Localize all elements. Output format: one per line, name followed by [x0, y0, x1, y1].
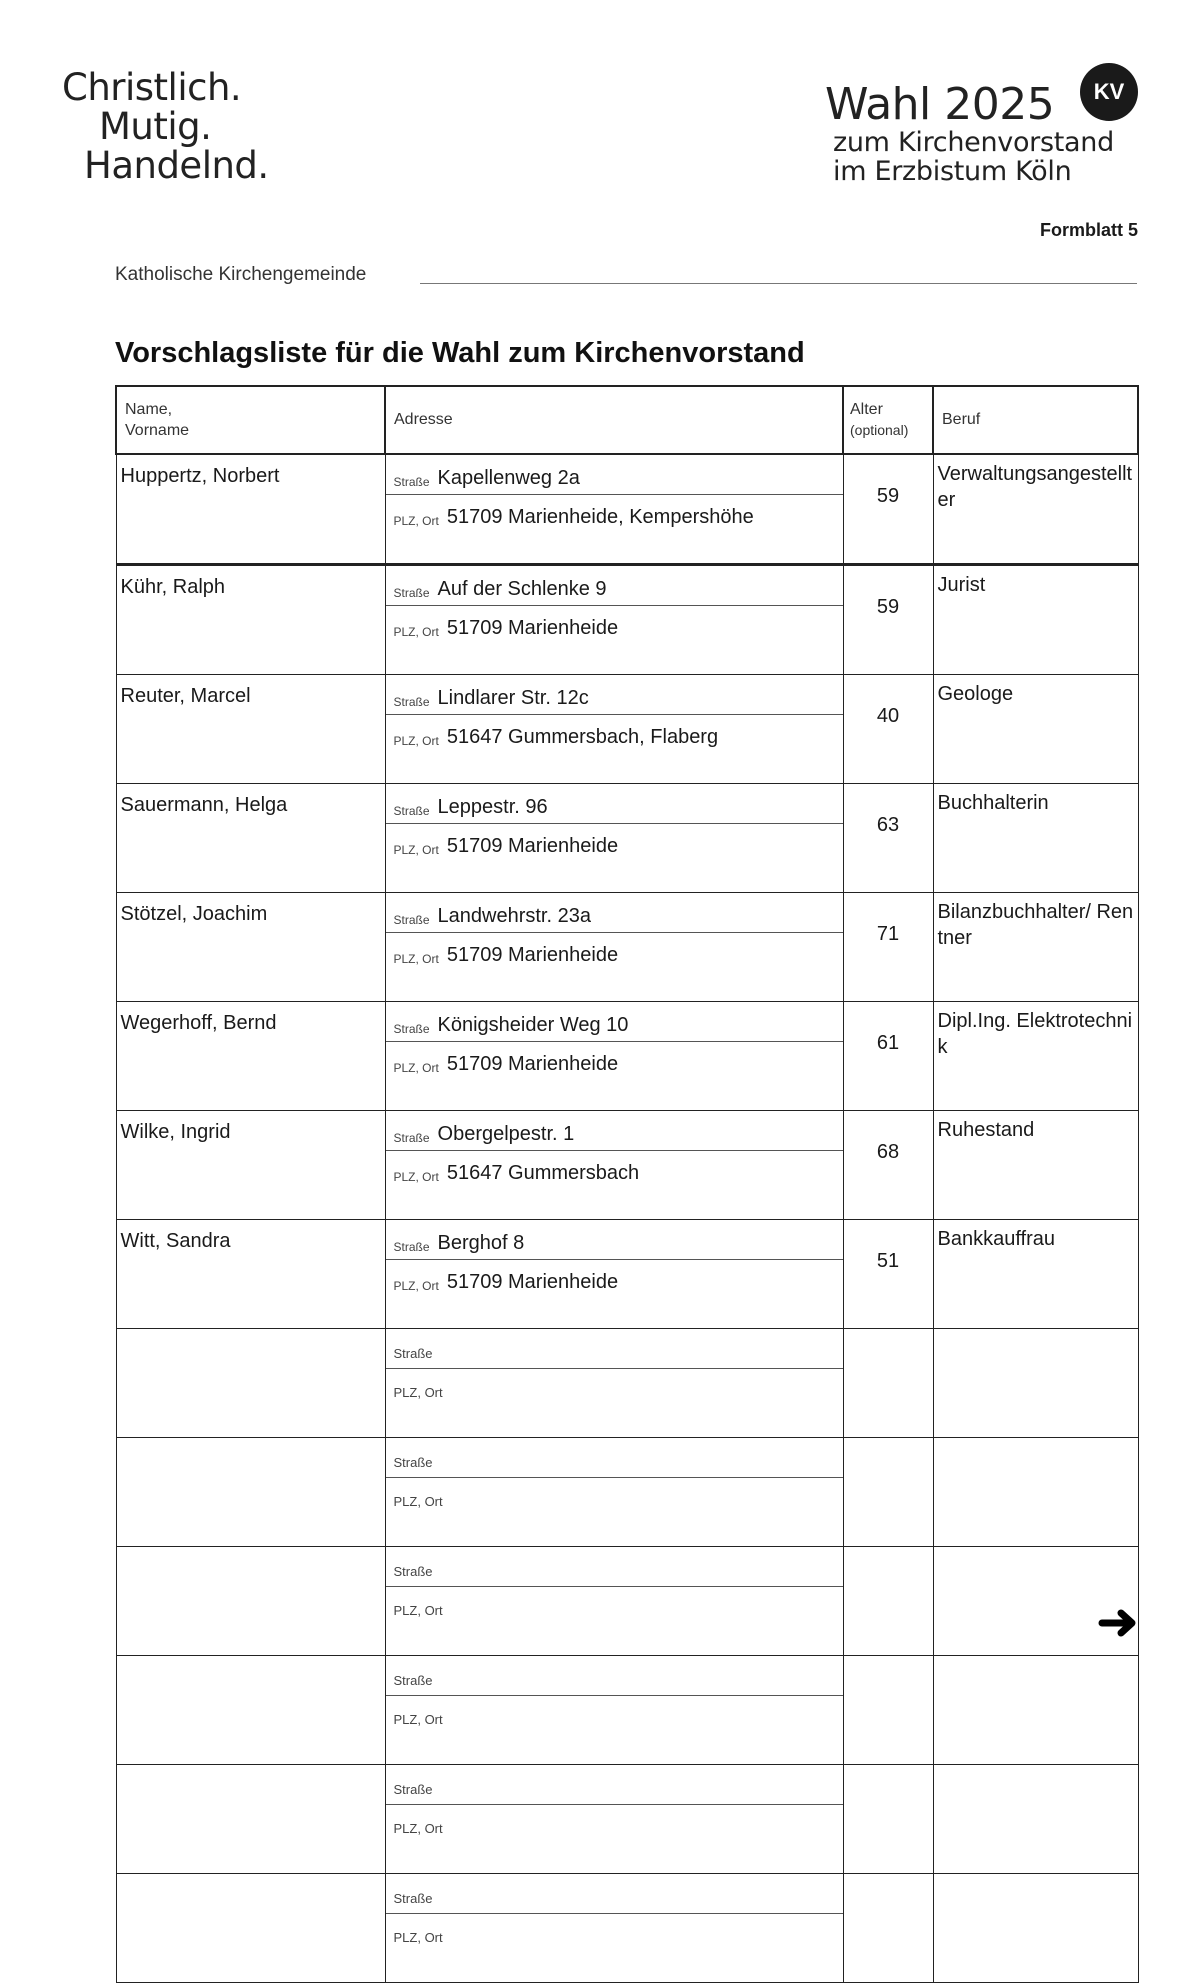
cell-name[interactable]	[116, 565, 385, 675]
cell-job[interactable]: Bankkauffrau	[933, 1220, 1138, 1329]
city-label: PLZ, Ort	[393, 625, 439, 639]
table-row	[116, 1329, 1138, 1438]
cell-job[interactable]	[933, 1765, 1138, 1874]
city-value: 51647 Gummersbach, Flaberg	[446, 726, 719, 748]
city-label: PLZ, Ort	[393, 1821, 443, 1836]
cell-address	[385, 675, 843, 784]
cell-job[interactable]	[933, 1547, 1138, 1656]
cell-age[interactable]: 59	[843, 454, 933, 565]
street-label: Straße	[393, 803, 430, 818]
table-row	[116, 675, 1138, 784]
cell-name[interactable]	[116, 1220, 385, 1329]
cell-address	[385, 784, 843, 893]
logo-slogan	[62, 68, 269, 185]
cell-address	[385, 893, 843, 1002]
city-field[interactable]	[386, 495, 843, 534]
cell-job[interactable]: Dipl.Ing. Elektrotechnik	[933, 1002, 1138, 1111]
street-label: Straße	[393, 1239, 430, 1254]
cell-age[interactable]: 68	[843, 1111, 933, 1220]
cell-address	[385, 1765, 843, 1874]
street-field[interactable]	[386, 675, 843, 715]
street-field[interactable]	[386, 566, 843, 606]
city-label: PLZ, Ort	[393, 1279, 439, 1293]
cell-name[interactable]	[116, 1438, 385, 1547]
street-label: Straße	[393, 1021, 430, 1036]
candidate-name: Sauermann, Helga	[120, 794, 288, 816]
street-field[interactable]	[386, 1220, 843, 1260]
form-number: Formblatt 5	[1039, 220, 1138, 240]
candidate-name: Witt, Sandra	[120, 1230, 231, 1252]
header-name-line: Vorname	[125, 422, 190, 439]
header-age	[843, 386, 933, 454]
city-field[interactable]	[386, 1042, 843, 1081]
city-label: PLZ, Ort	[393, 734, 439, 748]
cell-name[interactable]	[116, 1002, 385, 1111]
table-row	[116, 784, 1138, 893]
street-value: Berghof 8	[437, 1231, 525, 1254]
street-field[interactable]	[386, 784, 843, 824]
candidate-name: Kühr, Ralph	[120, 576, 226, 598]
cell-job[interactable]: Geologe	[933, 675, 1138, 784]
city-value: 51709 Marienheide, Kempershöhe	[446, 506, 754, 528]
city-field[interactable]	[386, 1587, 843, 1626]
street-field[interactable]	[386, 1329, 843, 1369]
header-address: Adresse	[385, 386, 843, 454]
table-row	[116, 893, 1138, 1002]
header-age-line: Alter	[850, 400, 883, 418]
street-label: Straße	[393, 1781, 433, 1797]
cell-name[interactable]	[116, 675, 385, 784]
city-field[interactable]	[386, 1914, 843, 1953]
cell-job[interactable]	[933, 1656, 1138, 1765]
cell-job[interactable]: Jurist	[933, 565, 1138, 675]
street-label: Straße	[393, 1454, 433, 1470]
table-row	[116, 1874, 1138, 1983]
cell-name[interactable]	[116, 1765, 385, 1874]
header-age-optional: (optional)	[850, 421, 909, 438]
city-value: 51709 Marienheide	[446, 944, 619, 966]
cell-address	[385, 454, 843, 565]
header-name	[116, 386, 385, 454]
cell-address	[385, 1002, 843, 1111]
table-row	[116, 1220, 1138, 1329]
cell-job[interactable]: Ruhestand	[933, 1111, 1138, 1220]
candidate-name: Reuter, Marcel	[120, 685, 251, 707]
cell-address	[385, 1220, 843, 1329]
cell-address	[385, 1547, 843, 1656]
cell-name[interactable]	[116, 893, 385, 1002]
city-field[interactable]	[386, 1369, 843, 1408]
city-value: 51709 Marienheide	[446, 835, 619, 857]
election-title: Wahl 2025	[825, 79, 1055, 130]
cell-job[interactable]	[933, 1874, 1138, 1983]
cell-address	[385, 1111, 843, 1220]
street-value: Kapellenweg 2a	[437, 466, 580, 489]
election-logo	[825, 79, 1114, 187]
city-field[interactable]	[386, 1478, 843, 1517]
city-label: PLZ, Ort	[393, 1603, 443, 1618]
city-value: 51709 Marienheide	[446, 617, 619, 639]
cell-name[interactable]	[116, 1329, 385, 1438]
street-value: Lindlarer Str. 12c	[437, 686, 589, 709]
cell-address	[385, 565, 843, 675]
street-label: Straße	[393, 474, 430, 489]
cell-job[interactable]: Bilanzbuchhalter/ Rentner	[933, 893, 1138, 1002]
candidate-name	[117, 1438, 385, 1448]
city-label: PLZ, Ort	[393, 514, 439, 528]
election-subtitle: im Erzbistum Köln	[833, 156, 1072, 187]
city-value: 51647 Gummersbach	[446, 1162, 640, 1184]
cell-job[interactable]: Buchhalterin	[933, 784, 1138, 893]
street-field[interactable]	[386, 1111, 843, 1151]
city-label: PLZ, Ort	[393, 1494, 443, 1509]
city-label: PLZ, Ort	[393, 1170, 439, 1184]
street-field[interactable]	[386, 1438, 843, 1478]
street-field[interactable]	[386, 455, 843, 495]
city-field[interactable]	[386, 1696, 843, 1735]
street-label: Straße	[393, 1672, 433, 1688]
cell-name[interactable]	[116, 1111, 385, 1220]
street-value: Königsheider Weg 10	[437, 1013, 629, 1036]
street-label: Straße	[393, 585, 430, 600]
street-field[interactable]	[386, 893, 843, 933]
city-value: 51709 Marienheide	[446, 1271, 619, 1293]
city-field[interactable]	[386, 1805, 843, 1844]
table-row	[116, 1111, 1138, 1220]
cell-job[interactable]	[933, 1329, 1138, 1438]
cell-age[interactable]	[843, 1874, 933, 1983]
kv-badge: KV	[1080, 63, 1138, 121]
street-field[interactable]	[386, 1656, 843, 1696]
table-row	[116, 1656, 1138, 1765]
header-job: Beruf	[933, 386, 1138, 454]
cell-age[interactable]	[843, 1438, 933, 1547]
city-field[interactable]	[386, 1151, 843, 1190]
arrow-right-icon[interactable]	[1098, 1608, 1138, 1638]
cell-age[interactable]: 51	[843, 1220, 933, 1329]
candidate-name: Huppertz, Norbert	[120, 465, 280, 487]
cell-address	[385, 1874, 843, 1983]
candidate-name: Wegerhoff, Bernd	[120, 1012, 277, 1034]
cell-name[interactable]	[116, 784, 385, 893]
cell-age[interactable]: 63	[843, 784, 933, 893]
city-label: PLZ, Ort	[393, 1930, 443, 1945]
street-label: Straße	[393, 1345, 433, 1361]
city-field[interactable]	[386, 715, 843, 754]
cell-name[interactable]	[116, 1874, 385, 1983]
cell-address	[385, 1438, 843, 1547]
candidate-name: Wilke, Ingrid	[120, 1121, 231, 1143]
slogan-line: Christlich.	[62, 66, 242, 109]
cell-age[interactable]: 59	[843, 565, 933, 675]
cell-age[interactable]: 40	[843, 675, 933, 784]
candidate-name	[117, 1547, 385, 1557]
cell-age[interactable]	[843, 1656, 933, 1765]
city-field[interactable]	[386, 1260, 843, 1299]
table-row	[116, 1547, 1138, 1656]
table-row	[116, 1765, 1138, 1874]
street-value: Auf der Schlenke 9	[437, 577, 607, 600]
election-subtitle: zum Kirchenvorstand	[833, 127, 1114, 158]
candidate-table	[115, 385, 1139, 1983]
candidate-name	[117, 1329, 385, 1339]
slogan-line: Mutig.	[99, 105, 212, 148]
street-value: Leppestr. 96	[437, 795, 548, 818]
cell-age[interactable]	[843, 1329, 933, 1438]
street-field[interactable]	[386, 1547, 843, 1587]
table-row	[116, 1438, 1138, 1547]
header-name-line: Name,	[125, 401, 173, 418]
street-field[interactable]	[386, 1765, 843, 1805]
parish-label: Katholische Kirchengemeinde	[115, 264, 367, 285]
cell-name[interactable]	[116, 1656, 385, 1765]
city-value: 51709 Marienheide	[446, 1053, 619, 1075]
cell-age[interactable]	[843, 1547, 933, 1656]
cell-address	[385, 1329, 843, 1438]
street-value: Landwehrstr. 23a	[437, 904, 591, 927]
city-label: PLZ, Ort	[393, 1385, 443, 1400]
cell-name[interactable]	[116, 1547, 385, 1656]
candidate-name	[117, 1874, 385, 1884]
city-label: PLZ, Ort	[393, 1061, 439, 1075]
table-row	[116, 1002, 1138, 1111]
candidate-name	[117, 1656, 385, 1666]
city-label: PLZ, Ort	[393, 952, 439, 966]
city-field[interactable]	[386, 824, 843, 863]
cell-job[interactable]: Verwaltungsangestellter	[933, 454, 1138, 565]
table-row	[116, 454, 1138, 565]
city-field[interactable]	[386, 606, 843, 645]
candidate-name	[117, 1765, 385, 1775]
city-label: PLZ, Ort	[393, 1712, 443, 1727]
slogan-line: Handelnd.	[84, 144, 269, 187]
cell-age[interactable]: 61	[843, 1002, 933, 1111]
parish-input-line[interactable]	[420, 283, 1137, 284]
cell-address	[385, 1656, 843, 1765]
street-label: Straße	[393, 694, 430, 709]
table-row	[116, 565, 1138, 675]
page-title: Vorschlagsliste für die Wahl zum Kirchenvorstand	[115, 337, 805, 369]
cell-job[interactable]	[933, 1438, 1138, 1547]
city-field[interactable]	[386, 933, 843, 972]
street-field[interactable]	[386, 1002, 843, 1042]
street-value: Obergelpestr. 1	[437, 1122, 575, 1145]
table-header-row	[116, 386, 1138, 454]
candidate-name: Stötzel, Joachim	[120, 903, 268, 925]
street-label: Straße	[393, 912, 430, 927]
cell-age[interactable]	[843, 1765, 933, 1874]
city-label: PLZ, Ort	[393, 843, 439, 857]
cell-age[interactable]: 71	[843, 893, 933, 1002]
street-label: Straße	[393, 1563, 433, 1579]
street-label: Straße	[393, 1890, 433, 1906]
cell-name[interactable]	[116, 454, 385, 565]
street-label: Straße	[393, 1130, 430, 1145]
street-field[interactable]	[386, 1874, 843, 1914]
